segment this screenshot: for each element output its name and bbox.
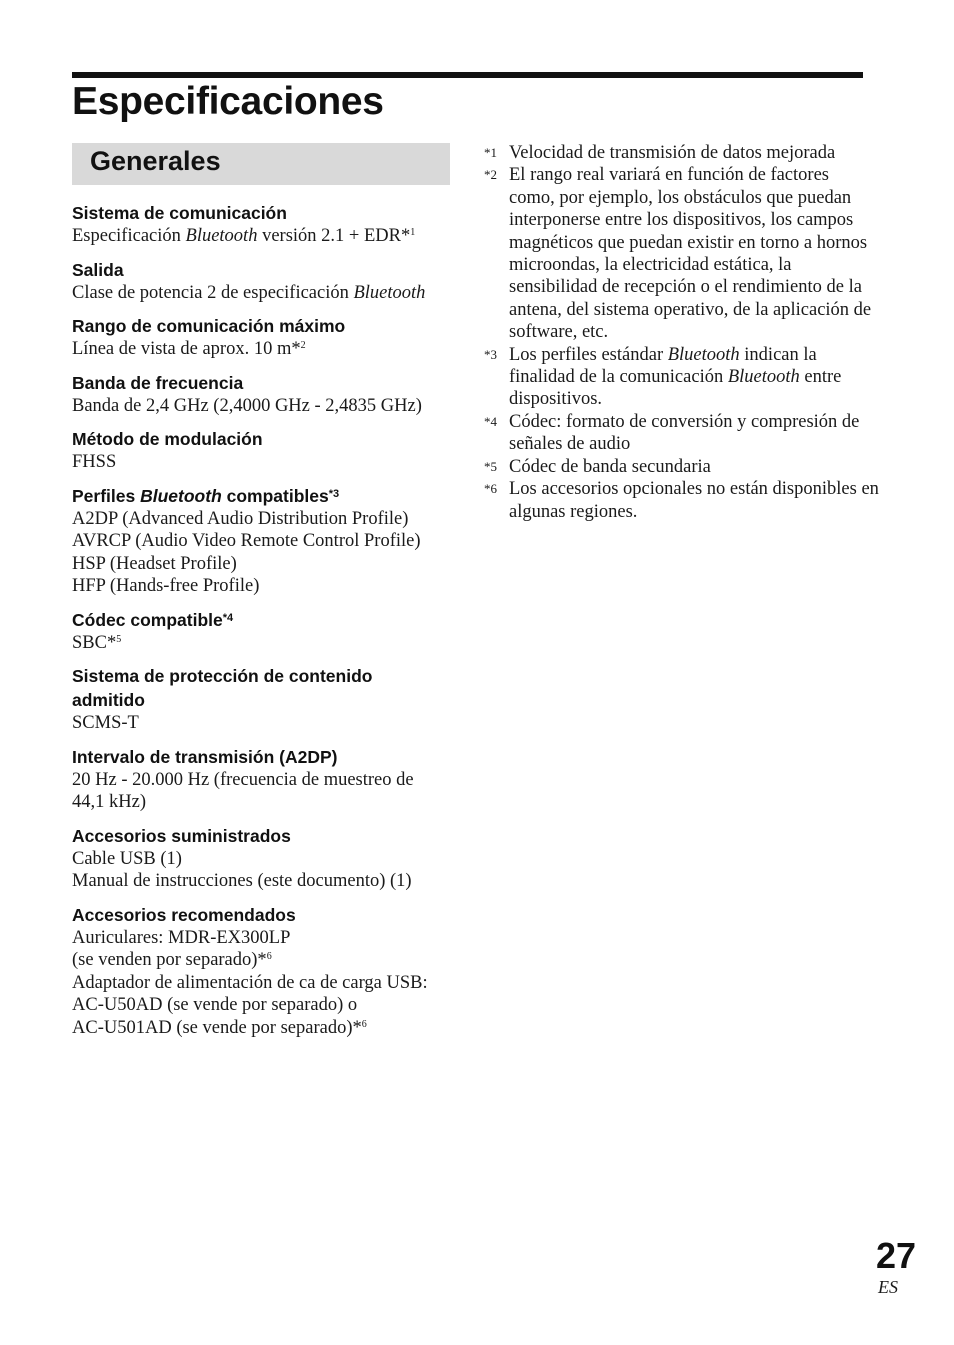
section-header-band — [72, 143, 450, 185]
spec-value: Clase de potencia 2 de especificación Bluetooth — [72, 282, 426, 303]
footnote-marker: *5 — [484, 458, 497, 474]
spec-value: A2DP (Advanced Audio Distribution Profile) AVRCP (Audio Video Remote Control Profile) HSP (Headset Profile) HFP (Hands-free Profile) — [72, 508, 421, 596]
spec-value: SCMS-T — [72, 713, 139, 733]
footnote-marker: *3 — [484, 346, 497, 362]
footnote-marker: *6 — [484, 481, 497, 497]
spec-value: Especificación Bluetooth versión 2.1 + EDR*$^1$ — [72, 226, 416, 246]
spec-supplied-accessories — [72, 824, 462, 893]
spec-transmission-range — [72, 745, 462, 814]
page-number: 27 — [876, 1235, 917, 1276]
footnotes-list — [484, 142, 879, 523]
footnote-2: *2 El rango real variará en función de factores como, por ejemplo, los obstáculos que puedan interponerse entre los dispositivos, los campos magnéticos que puedan existir en torno a hornos microondas, la electricidad estática, la sensibilidad de recepción o el rendimiento de la antena, del sistema operativo, de la aplicación de software, etc. — [484, 165, 872, 343]
spec-bluetooth-profiles — [72, 484, 462, 598]
spec-frequency-band — [72, 371, 462, 418]
spec-heading: Intervalo de transmisión (A2DP) — [72, 746, 338, 767]
spec-value: Línea de vista de aprox. 10 m*$^2$ — [72, 339, 306, 359]
footnote-marker: *2 — [484, 167, 497, 183]
spec-content-protection — [72, 664, 462, 735]
spec-output — [72, 258, 462, 305]
footnote-4: *4 Códec: formato de conversión y compresión de señales de audio — [484, 411, 860, 455]
spec-max-range — [72, 314, 462, 361]
spec-value: FHSS — [72, 452, 117, 472]
spec-heading: Accesorios suministrados — [72, 825, 291, 846]
footnote-marker: *4 — [484, 413, 497, 429]
spec-value: SBC*$^5$ — [72, 632, 122, 653]
spec-heading: Perfiles Bluetooth compatibles$^{*3}$ — [72, 485, 340, 506]
spec-codec — [72, 608, 462, 655]
footnote-5: *5 Códec de banda secundaria — [484, 456, 711, 477]
spec-heading: Accesorios recomendados — [72, 904, 296, 925]
spec-value: Auriculares: MDR-EX300LP (se venden por separado)*$^6$ Adaptador de alimentación de ca de carga USB: AC-U50AD (se vende por separado) o AC-U501AD (se vende por separado)*$^6$ — [72, 927, 428, 1038]
spec-value: Banda de 2,4 GHz (2,4000 GHz - 2,4835 GHz) — [72, 395, 422, 416]
footnote-3: *3 Los perfiles estándar Bluetooth indican la finalidad de la comunicación Bluetooth entre dispositivos. — [484, 344, 842, 410]
spec-heading: Salida — [72, 259, 124, 280]
footnote-6: *6 Los accesorios opcionales no están disponibles en algunas regiones. — [484, 479, 879, 522]
spec-modulation — [72, 427, 462, 474]
top-rule — [72, 72, 863, 78]
spec-heading: Método de modulación — [72, 429, 263, 449]
footnote-1: *1 Velocidad de transmisión de datos mejorada — [484, 143, 836, 163]
footnote-marker: *1 — [484, 145, 497, 160]
spec-heading: Códec compatible$^{*4}$ — [72, 609, 234, 630]
spec-heading: Banda de frecuencia — [72, 372, 244, 393]
spec-heading: Sistema de protección de contenido admitido — [72, 666, 373, 710]
spec-recommended-accessories — [72, 903, 462, 1040]
specifications-list — [72, 201, 462, 1049]
spec-heading: Rango de comunicación máximo — [72, 316, 346, 336]
spec-communication-system — [72, 201, 462, 248]
language-code: ES — [878, 1277, 898, 1297]
section-title: Generales — [90, 146, 221, 176]
spec-value: 20 Hz - 20.000 Hz (frecuencia de muestreo de 44,1 kHz) — [72, 769, 414, 812]
spec-heading: Sistema de comunicación — [72, 203, 287, 223]
spec-value: Cable USB (1) Manual de instrucciones (este documento) (1) — [72, 848, 412, 891]
page-title: Especificaciones — [72, 80, 384, 123]
